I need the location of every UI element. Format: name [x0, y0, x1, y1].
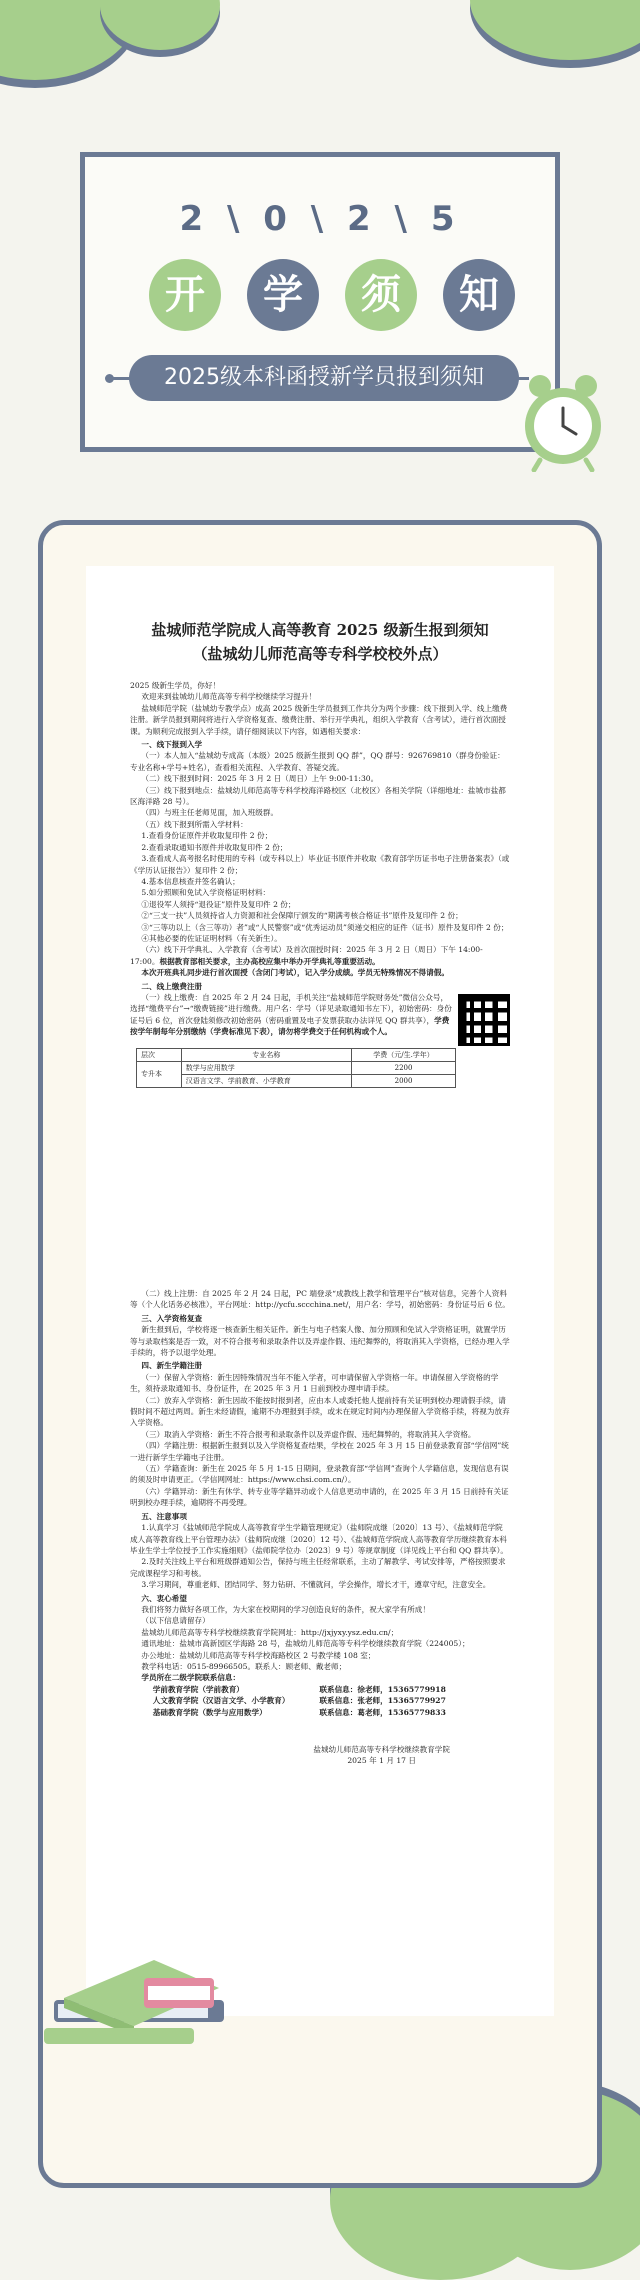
s1-material: 3.查看成人高考报名时使用的专科（或专科以上）毕业证书原件并收取《教育部学历证书电子注册备案表》（或《学历认证报告》）复印件 2 份； [130, 854, 510, 875]
school-name: 基础教育学院（数学与应用数学） [152, 1707, 267, 1717]
s5-item: 3.学习期间，尊重老师、团结同学、努力钻研、不懂就问，学会操作，增长才干，遵章守纪，注意安全。 [141, 1580, 491, 1590]
s4-item: （二）放弃入学资格：新生因故不能按时报到者，应由本人或委托他人提前持有关证明到校办理请假手续，请假时间不超过两周。新生未经请假，逾期不办理报到手续，或未在规定时间内办理保留入学资格手续，将视为放弃入学资格。 [130, 1395, 510, 1428]
notice-document [86, 566, 554, 2016]
greeting: 2025 级新生学员，你好！ [130, 681, 221, 690]
s2-register: （二）线上注册：自 2025 年 2 月 24 日起，PC 端登录“成教线上教学和管理平台”核对信息，完善个人资料等（个人化话务必核准），平台网址：http://ycfu.sccchina.net/，用户名：学号，初始密码：身份证号后 6 位。 [130, 1288, 510, 1310]
section-title: 五、注意事项 [141, 1511, 187, 1521]
table-header-cell: 层次 [137, 1048, 182, 1061]
table-row [137, 1074, 456, 1087]
s1-item: （一）本人加入“盐城幼专成高（本级）2025 级新生报到 QQ 群”，QQ 群号：926769810（群身份验证：专业名称+学号+姓名），查看相关流程、入学教育、答疑交流。 [130, 751, 505, 772]
s1-material: 1.查看身份证原件并收取复印件 2 份； [141, 831, 273, 841]
contact-line: 办公地址：盐城幼儿师范高等专科学校海路校区 2 号教学楼 108 室； [141, 1650, 376, 1660]
year-row: 2 \ 0 \ 2 \ 5 [179, 199, 461, 239]
doc-title-line2: （盐城幼儿师范高等专科学校校外点） [192, 645, 448, 663]
section-title: 三、入学资格复查 [141, 1313, 203, 1323]
contact-line: 教学科电话：0515-89966505。联系人：顾老师、戴老师； [141, 1661, 347, 1671]
fee-table [136, 1048, 456, 1088]
s6-text: 我们将努力做好各项工作，为大家在校期间的学习创造良好的条件，祝大家学有所成！ [141, 1604, 430, 1614]
s1-ceremony-text: （六）线下开学典礼、入学教育（含考试）及首次面授时间：2025 年 3 月 2 日（周日）下午 14:00-17:00。 [130, 945, 483, 966]
table-header-row [137, 1048, 456, 1061]
section-title: 一、线下报到入学 [141, 740, 203, 750]
header-box [80, 152, 560, 452]
title-char-circle: 须 [345, 259, 417, 331]
s4-item: （四）学籍注册：根据新生报到以及入学资格复查结果，学校在 2025 年 3 月 15 日前登录教育部“学信网”统一进行新学生学籍电子注册。 [130, 1441, 509, 1462]
s4-item: （一）保留入学资格：新生因特殊情况当年不能入学者，可申请保留入学资格一年。申请保留入学资格的学生，须持录取通知书、身份证件，在 2025 年 3 月 1 日前到校办理申请手续。 [130, 1372, 499, 1394]
section-title: 六、衷心希望 [141, 1593, 187, 1603]
year-digit: 0 [263, 199, 293, 239]
school-contacts-title: 学员所在二级学院联系信息： [141, 1673, 241, 1683]
s1-note: 本次开班典礼同步进行首次面授（含闭门考试），记入学分成绩。学员无特殊情况不得请假。 [141, 968, 449, 978]
table-cell-level: 专升本 [137, 1061, 182, 1087]
alarm-clock-icon [518, 372, 608, 472]
s3-text: 新生报到后，学校将逐一核查新生相关证件。新生与电子档案人像、加分照顾和免试入学资格证明，就置学历等与录取档案是否一致，对不符合报考和录取条件以及弄虚作假、违纪舞弊的，将取消其入学资格，已经办理入学手续的，将予以退学处理。 [130, 1325, 510, 1357]
contact-line: 通讯地址：盐城市高新园区学海路 28 号，盐城幼儿师范高等专科学校继续教育学院（224005）； [141, 1639, 470, 1649]
s5-item: 1.认真学习《盐城师范学院成人高等教育学生学籍管理规定》（盐师院成继〔2020〕13 号）、《盐城师范学院成人高等教育线上平台管理办法》（盐师院成继〔2020〕12 号）、《盐城师范学院成人高等教育学历继续教育本科毕业生学士学位授予工作实施细则》（盐师院学位办〔2023〕9 号）等规章制度（详见线上平台和 QQ 群共享）。 [130, 1523, 508, 1555]
school-name: 学前教育学院（学前教育） [152, 1684, 244, 1694]
title-char-circle: 知 [443, 259, 515, 331]
banner-title: 2025级本科函授新学员报到须知 [129, 355, 519, 401]
table-cell-major: 汉语言文学、学前教育、小学教育 [181, 1074, 351, 1087]
school-person: 联系信息：葛老师，15365779833 [319, 1707, 446, 1717]
top-right-cloud [470, 0, 640, 60]
section-title: 二、线上缴费注册 [141, 981, 203, 991]
school-contact [130, 1684, 510, 1695]
qr-code-icon [458, 994, 510, 1046]
welcome: 欢迎来到盐城幼儿师范高等专科学校继续学习提升！ [141, 692, 317, 702]
section-title: 四、新生学籍注册 [141, 1361, 203, 1371]
sign-org: 盐城幼儿师范高等专科学校继续教育学院 [313, 1745, 450, 1754]
table-row [137, 1061, 456, 1074]
s4-item: （三）取消入学资格：新生不符合报考和录取条件以及弄虚作假、违纪舞弊的，将取消其入学资格。 [141, 1429, 476, 1439]
year-digit: 2 [179, 199, 210, 239]
table-cell-major: 数学与应用数学 [181, 1061, 351, 1074]
school-person: 联系信息：张老师，15365779927 [319, 1696, 446, 1706]
s1-item: （五）线下报到所需入学材料： [141, 819, 248, 829]
sign-gap [130, 1718, 510, 1744]
s4-item: （五）学籍查询：新生在 2025 年 5 月 1-15 日期间，登录教育部“学信网”查询个人学籍信息，发现信息有误的须及时申请更正。（学信网网址：https://www.chsi.com.cn/）。 [130, 1464, 509, 1485]
s2-payment-bold: 学费按学年制每年分别缴纳（学费标准见下表），请勿将学费交于任何机构或个人。 [130, 1015, 450, 1037]
school-contact [130, 1695, 510, 1706]
school-person: 联系信息：徐老师，15365779918 [319, 1684, 446, 1694]
contact-line: 盐城幼儿师范高等专科学校继续教育学院网址：http://jxjyxy.ysz.edu.cn/； [141, 1627, 399, 1637]
school-name: 人文教育学院（汉语言文学、小学教育） [152, 1696, 290, 1706]
s1-material: 4.基本信息核查并签名确认； [141, 876, 240, 886]
year-digit: 5 [430, 199, 461, 239]
s1-ceremony-bold: 根据教育部相关要求，主办高校应集中举办开学典礼等重要活动。 [159, 956, 380, 966]
s1-proof: ④其他必要的佐证证明材料（有关新生）。 [141, 933, 282, 943]
s1-material: 2.查看录取通知书原件并收取复印件 2 份； [141, 842, 288, 852]
year-digit: 2 [347, 199, 377, 239]
books-icon [44, 1930, 224, 2050]
s1-item: （三）线下报到地点：盐城幼儿师范高等专科学校海洋路校区（北校区）各相关学院（详细地址：盐城市盐都区海洋路 28 号）。 [130, 785, 506, 807]
table-cell-fee: 2000 [352, 1074, 456, 1087]
s2-payment-text: （一）线上缴费：自 2025 年 2 月 24 日起，手机关注“盐城师范学院财务处”微信公众号，选择“缴费平台”→“缴费链接”进行缴费。用户名：学号（详见录取通知书左下），初始密码：身份证号后 6 位，首次登陆须修改初始密码（密码重置及电子发票获取办法详见 QQ 群共享）， [130, 992, 452, 1025]
s1-proof: ②“三支一扶”人员须持省人力资源和社会保障厅颁发的“期满考核合格证书”原件及复印件 2 份； [141, 911, 463, 921]
blank-gap [130, 1092, 510, 1288]
title-char-circle: 开 [149, 259, 221, 331]
s2-payment [130, 992, 510, 1038]
s1-ceremony [130, 944, 510, 967]
table-cell-fee: 2200 [352, 1061, 456, 1074]
school-contact [130, 1707, 510, 1718]
contact-title: （以下信息请留存） [141, 1616, 210, 1626]
s1-proof: ③“三等功以上（含三等功）者”或“人民警察”或“优秀运动员”须递交相应的证件（证书）原件及复印件 2 份； [141, 922, 509, 932]
table-header-cell: 学费（元/生.学年） [352, 1048, 456, 1061]
sign-date: 2025 年 1 月 17 日 [347, 1756, 416, 1766]
doc-title-line1: 盐城师范学院成人高等教育 2025 级新生报到须知 [151, 621, 489, 639]
s5-item: 2.及时关注线上平台和班级群通知公告，保持与班主任经常联系，主动了解教学、考试安排等，严格按照要求完成课程学习和考核。 [130, 1557, 506, 1578]
title-char-circle: 学 [247, 259, 319, 331]
table-header-cell: 专业名称 [181, 1048, 351, 1061]
intro: 盐城师范学院（盐城幼专教学点）成高 2025 级新生学员报到工作共分为两个步骤：线下报到入学、线上缴费注册。新学员报到期间将进行入学资格复查、缴费注册、举行开学典礼，组织入学教育（含考试），进行首次面授课。为顺利完成报到入学手续，请仔细阅读以下内容，如遇相关要求： [130, 703, 508, 736]
s1-material: 5.如分照顾和免试入学资格证明材料： [141, 888, 271, 898]
s1-proof: ①退役军人须持“退役证”原件及复印件 2 份； [141, 899, 296, 909]
s1-item: （四）与班主任老师见面，加入班级群。 [141, 808, 279, 818]
s4-item: （六）学籍异动：新生有休学、转专业等学籍异动或个人信息更动申请的，在 2025 年 3 月 15 日前持有关证明到校办理手续，逾期将不再受理。 [130, 1486, 509, 1508]
s1-item: （二）线下报到时间：2025 年 3 月 2 日（周日）上午 9:00-11:30。 [141, 774, 379, 784]
